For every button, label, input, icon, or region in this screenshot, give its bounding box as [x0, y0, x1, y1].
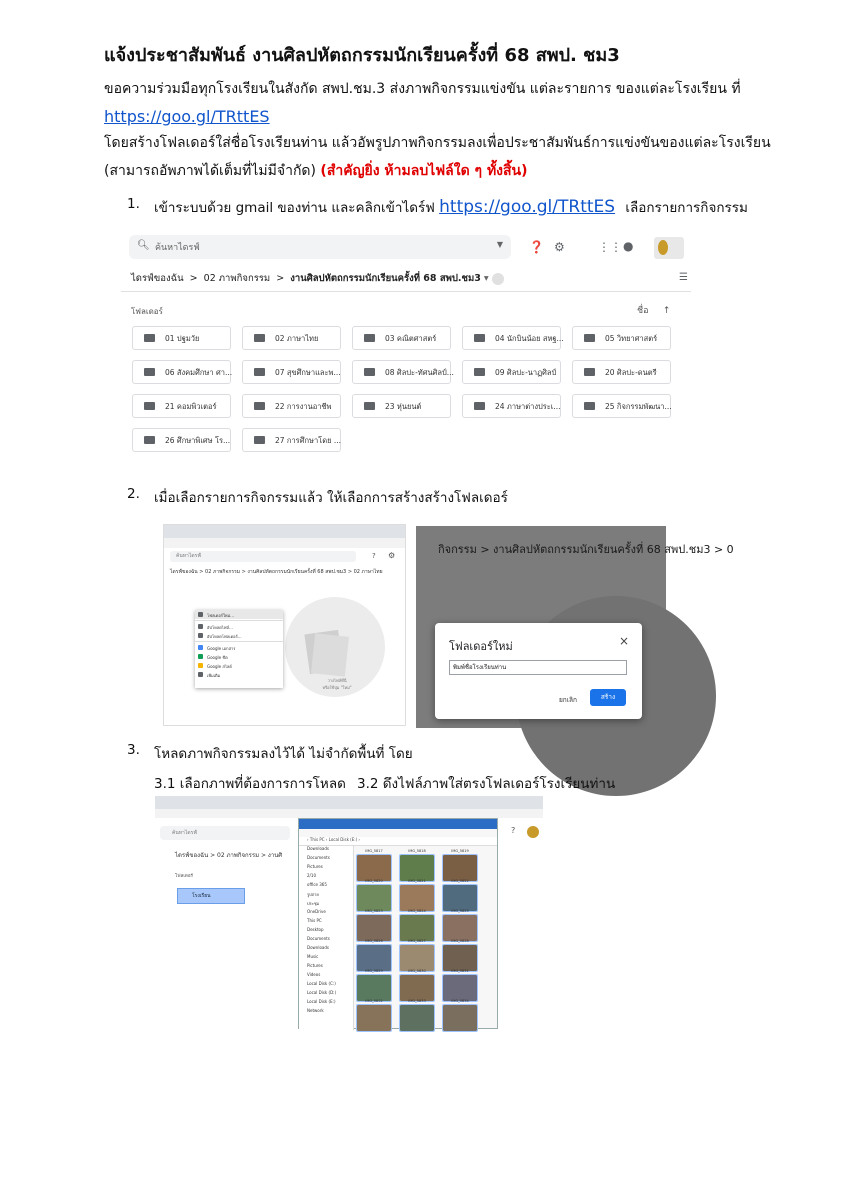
folder-icon: [144, 334, 155, 342]
photo-thumbnail[interactable]: [443, 915, 477, 941]
drive-screenshot-2-menu: [163, 524, 406, 726]
folder-item[interactable]: [352, 326, 451, 350]
explorer-nav-item[interactable]: Documents: [307, 936, 330, 941]
menu-item-icon: [198, 633, 203, 638]
folder-item[interactable]: [462, 326, 564, 350]
apps-icon[interactable]: ⋮⋮: [598, 240, 622, 254]
step-1-link[interactable]: https://goo.gl/TRttES: [439, 197, 616, 217]
menu-item[interactable]: Google ชีต: [195, 652, 283, 661]
cancel-button[interactable]: ยกเลิก: [559, 696, 577, 704]
photo-filename: IMG_5818: [408, 849, 426, 853]
folder-name: 03 คณิตศาสตร์: [385, 334, 437, 343]
menu-item-icon: [198, 654, 203, 659]
step-1-text: เข้าระบบด้วย gmail ของท่าน และคลิกเข้าไดร์ฟ https://goo.gl/TRttES เลือกรายการกิจกรรม: [154, 197, 748, 217]
folder-item[interactable]: [352, 394, 451, 418]
explorer-nav-item[interactable]: Desktop: [307, 927, 324, 932]
explorer-nav-item[interactable]: Pictures: [307, 963, 323, 968]
folder-name: 25 กิจกรรมพัฒนา...: [605, 402, 672, 411]
folder-icon: [254, 368, 265, 376]
explorer-nav-item[interactable]: office 365: [307, 882, 327, 887]
explorer-address[interactable]: › This PC › Local Disk (E:) ›: [299, 837, 497, 846]
folder-icon: [584, 368, 595, 376]
photo-thumbnail[interactable]: [443, 885, 477, 911]
explorer-nav-item[interactable]: Documents: [307, 855, 330, 860]
sort-control[interactable]: ชื่อ ↑: [637, 306, 671, 316]
photo-thumbnail[interactable]: [357, 945, 391, 971]
browser-tabs: [164, 525, 405, 538]
explorer-nav-pane: [299, 846, 354, 1030]
menu-item-icon: [198, 663, 203, 668]
divider: [121, 291, 691, 292]
help-icon[interactable]: ?: [372, 552, 376, 560]
folders-label: โฟลเดอร์: [131, 307, 163, 316]
step-3-1-text: 3.1 เลือกภาพที่ต้องการการโหลด: [154, 776, 346, 792]
menu-item[interactable]: โฟลเดอร์ใหม่...: [195, 610, 283, 619]
step-3-number: 3.: [127, 742, 140, 758]
explorer-nav-item[interactable]: This PC: [307, 918, 322, 923]
breadcrumb: ไดรฟ์ของฉัน > 02 ภาพกิจกรรม > งานศิ: [175, 852, 283, 859]
folder-item[interactable]: [132, 428, 231, 452]
photo-filename: IMG_5834: [451, 999, 469, 1003]
crumb-current[interactable]: งานศิลปหัตถกรรมนักเรียนครั้งที่ 68 สพป.ชม3: [290, 273, 481, 284]
folder-name: 01 ปฐมวัย: [165, 334, 200, 343]
close-icon[interactable]: ×: [618, 634, 629, 648]
explorer-nav-item[interactable]: Downloads: [307, 945, 329, 950]
folder-item[interactable]: [462, 394, 561, 418]
photo-filename: IMG_5832: [365, 999, 383, 1003]
step-3-text: โหลดภาพกิจกรรมลงไว้ได้ ไม่จำกัดพื้นที่ โดย: [154, 746, 413, 762]
help-icon[interactable]: ?: [511, 826, 516, 835]
help-icon[interactable]: ❓: [529, 240, 544, 254]
folder-item[interactable]: [462, 360, 561, 384]
explorer-nav-item[interactable]: Local Disk (E:): [307, 999, 336, 1004]
explorer-nav-item[interactable]: OneDrive: [307, 909, 326, 914]
photo-filename: IMG_5822: [451, 879, 469, 883]
photo-filename: IMG_5817: [365, 849, 383, 853]
explorer-nav-item[interactable]: ประชุม: [307, 901, 320, 906]
photo-filename: IMG_5825: [451, 909, 469, 913]
folder-item[interactable]: [132, 326, 231, 350]
page-title: แจ้งประชาสัมพันธ์ งานศิลปหัตถกรรมนักเรียนครั้งที่ 68 สพป. ชม3: [104, 45, 620, 66]
avatar[interactable]: [654, 237, 684, 259]
folder-icon: [584, 402, 595, 410]
menu-item[interactable]: Google สไลด์: [195, 661, 283, 670]
folder-name: 07 สุขศึกษาและพ...: [275, 368, 341, 377]
new-menu: [195, 610, 283, 688]
photo-thumbnail[interactable]: [357, 915, 391, 941]
photo-thumbnail[interactable]: [400, 855, 434, 881]
breadcrumb: ไดรฟ์ของฉัน > 02 ภาพกิจกรรม > งานศิลปหัตถกรรมนักเรียนครั้งที่ 68 สพป.ชม3 > 02 ภาษาไทย: [170, 569, 383, 575]
photo-filename: IMG_5828: [451, 939, 469, 943]
logo-icon: [658, 240, 668, 255]
photo-thumbnail[interactable]: [443, 855, 477, 881]
breadcrumb: กิจกรรม > งานศิลปหัตถกรรมนักเรียนครั้งที่ 68 สพป.ชม3 > 0: [438, 543, 734, 556]
menu-item-icon: [198, 612, 203, 617]
address-bar: [164, 538, 405, 548]
warning-text: (สำคัญยิ่ง ห้ามลบไฟล์ใด ๆ ทั้งสิ้น): [320, 163, 528, 179]
photo-filename: IMG_5833: [408, 999, 426, 1003]
photo-thumbnail[interactable]: [400, 975, 434, 1001]
folder-icon: [144, 436, 155, 444]
list-view-icon[interactable]: ☰: [679, 272, 688, 283]
menu-item-icon: [198, 645, 203, 650]
explorer-nav-item[interactable]: 2/10: [307, 873, 316, 878]
folder-icon: [254, 436, 265, 444]
explorer-titlebar: [299, 819, 497, 829]
menu-item[interactable]: เพิ่มเติม: [195, 670, 283, 679]
explorer-nav-item[interactable]: Local Disk (D:): [307, 990, 337, 995]
explorer-nav-item[interactable]: Music: [307, 954, 319, 959]
photo-thumbnail[interactable]: [357, 1005, 391, 1031]
menu-item[interactable]: Google เอกสาร: [195, 643, 283, 652]
folder-name: 21 คอมพิวเตอร์: [165, 402, 217, 411]
search-icon: 🔍︎: [137, 240, 150, 251]
folder-item[interactable]: [572, 326, 671, 350]
shared-icon: [492, 273, 504, 285]
search-bar[interactable]: ค้นหาไดรฟ์: [160, 826, 290, 840]
folder-name: 27 การศึกษาโดย ...: [275, 436, 341, 445]
drive-screenshot-1: [121, 229, 691, 459]
folder-name-input[interactable]: พิมพ์ชื่อโรงเรียนท่าน: [449, 660, 627, 675]
photo-thumbnail[interactable]: [443, 1005, 477, 1031]
intro-line-3: (สามารถอัพภาพได้เต็มที่ไม่มีจำกัด) (สำคัญยิ่ง ห้ามลบไฟล์ใด ๆ ทั้งสิ้น): [104, 163, 528, 179]
step-1-number: 1.: [127, 196, 140, 212]
folder-name: 06 สังคมศึกษา ศา...: [165, 368, 233, 377]
folder-name: 20 ศิลปะ-ดนตรี: [605, 368, 657, 377]
folder-name: 08 ศิลปะ-ทัศนศิลป์...: [385, 368, 454, 377]
notifications-icon[interactable]: ●: [623, 239, 634, 253]
explorer-nav-item[interactable]: รูปถ่าย: [307, 892, 319, 897]
create-button[interactable]: สร้าง: [590, 689, 626, 706]
folder-icon: [254, 402, 265, 410]
gear-icon[interactable]: ⚙: [388, 551, 396, 560]
folder-icon: [474, 402, 485, 410]
dialog-title: โฟลเดอร์ใหม่: [449, 640, 513, 653]
new-folder-dialog: [435, 623, 642, 719]
intro-line-2: โดยสร้างโฟลเดอร์ใส่ชื่อโรงเรียนท่าน แล้วอัพรูปภาพกิจกรรมลงเพื่อประชาสัมพันธ์การแข่งขันของแต่ละโรงเรียน: [104, 135, 771, 151]
folder-icon: [144, 368, 155, 376]
folder-name: 23 หุ่นยนต์: [385, 402, 422, 411]
address-bar: [155, 809, 543, 818]
photo-filename: IMG_5830: [408, 969, 426, 973]
intro-line-1: ขอความร่วมมือทุกโรงเรียนในสังกัด สพป.ชม.3 ส่งภาพกิจกรรมแข่งขัน แต่ละรายการ ของแต่ละโรงเรียน ที่: [104, 81, 741, 97]
explorer-nav-item[interactable]: Pictures: [307, 864, 323, 869]
photo-filename: IMG_5820: [365, 879, 383, 883]
empty-state-text: วางไฟล์ที่นี่ หรือใช้ปุ่ม "ใหม่": [322, 678, 352, 690]
folders-label: โฟลเดอร์: [175, 874, 193, 879]
folder-icon: [254, 334, 265, 342]
step-3-2-text: 3.2 ดึงไฟล์ภาพใส่ตรงโฟลเดอร์โรงเรียนท่าน: [357, 776, 616, 792]
file-card-icon: [311, 633, 349, 676]
folder-name: 09 ศิลปะ-นาฏศิลป์: [495, 368, 557, 377]
folder-item[interactable]: [132, 394, 231, 418]
avatar[interactable]: [527, 826, 539, 838]
crumb-activities[interactable]: 02 ภาพกิจกรรม: [203, 273, 271, 284]
photo-thumbnail[interactable]: [400, 915, 434, 941]
folder-name: 02 ภาษาไทย: [275, 334, 319, 343]
folder-icon: [474, 368, 485, 376]
photo-filename: IMG_5829: [365, 969, 383, 973]
intro-link[interactable]: https://goo.gl/TRttES: [104, 107, 270, 126]
menu-item[interactable]: อัปโหลดโฟลเดอร์...: [195, 631, 283, 640]
explorer-nav-item[interactable]: Local Disk (C:): [307, 981, 336, 986]
file-explorer-window: [298, 818, 498, 1029]
menu-item-icon: [198, 624, 203, 629]
folder-item[interactable]: [352, 360, 454, 384]
menu-divider: [195, 641, 283, 642]
menu-item[interactable]: อัปโหลดไฟล์...: [195, 622, 283, 631]
photo-thumbnail[interactable]: [400, 1005, 434, 1031]
photo-filename: IMG_5826: [365, 939, 383, 943]
folder-icon: [144, 402, 155, 410]
breadcrumb: ไดรฟ์ของฉัน > 02 ภาพกิจกรรม > งานศิลปหัตถกรรมนักเรียนครั้งที่ 68 สพป.ชม3 ▾: [131, 271, 504, 286]
photo-thumbnail[interactable]: [400, 945, 434, 971]
folder-item[interactable]: [242, 394, 341, 418]
photo-thumbnail[interactable]: [400, 885, 434, 911]
photo-filename: IMG_5824: [408, 909, 426, 913]
photo-filename: IMG_5821: [408, 879, 426, 883]
menu-item-icon: [198, 672, 203, 677]
photo-filename: IMG_5819: [451, 849, 469, 853]
folder-name: 24 ภาษาต่างประเ...: [495, 402, 561, 411]
folder-icon: [364, 368, 375, 376]
photo-filename: IMG_5831: [451, 969, 469, 973]
browser-tabs: [155, 796, 543, 809]
search-bar[interactable]: ค้นหาไดรฟ์: [170, 551, 356, 562]
drive-screenshot-2-dialog: [416, 526, 734, 728]
folder-name: 22 การงานอาชีพ: [275, 402, 332, 411]
photo-thumbnail[interactable]: [443, 945, 477, 971]
photo-filename: IMG_5823: [365, 909, 383, 913]
crumb-my-drive[interactable]: ไดรฟ์ของฉัน: [131, 273, 184, 284]
explorer-thumbnails: [357, 849, 491, 1029]
folder-name: 26 ศึกษาพิเศษ โร...: [165, 436, 231, 445]
folder-icon: [474, 334, 485, 342]
folder-icon: [584, 334, 595, 342]
folder-icon: [364, 334, 375, 342]
photo-filename: IMG_5827: [408, 939, 426, 943]
photo-thumbnail[interactable]: [357, 885, 391, 911]
explorer-nav-item[interactable]: Videos: [307, 972, 321, 977]
photo-thumbnail[interactable]: [357, 975, 391, 1001]
step-2-number: 2.: [127, 486, 140, 502]
folder-name: 05 วิทยาศาสตร์: [605, 334, 658, 343]
folder-item[interactable]: [132, 360, 231, 384]
step-2-text: เมื่อเลือกรายการกิจกรรมแล้ว ให้เลือกการสร้างสร้างโฟลเดอร์: [154, 490, 508, 506]
folder-name: 04 นักบินน้อย สหฐ...: [495, 334, 564, 343]
school-folder[interactable]: โรงเรียน: [177, 888, 245, 904]
explorer-nav-item[interactable]: Downloads: [307, 846, 329, 851]
menu-divider: [195, 620, 283, 621]
photo-thumbnail[interactable]: [443, 975, 477, 1001]
folder-item[interactable]: [242, 428, 341, 452]
folder-item[interactable]: [242, 326, 341, 350]
drive-screenshot-3-upload: [155, 796, 543, 1029]
folder-item[interactable]: [242, 360, 341, 384]
gear-icon[interactable]: ⚙: [554, 240, 565, 254]
photo-thumbnail[interactable]: [357, 855, 391, 881]
folder-item[interactable]: [572, 360, 671, 384]
folder-icon: [364, 402, 375, 410]
dropdown-icon[interactable]: ▼: [496, 240, 503, 249]
folder-item[interactable]: [572, 394, 671, 418]
search-bar[interactable]: 🔍︎ ค้นหาไดรฟ์ ▼: [129, 235, 511, 259]
explorer-nav-item[interactable]: Network: [307, 1008, 324, 1013]
